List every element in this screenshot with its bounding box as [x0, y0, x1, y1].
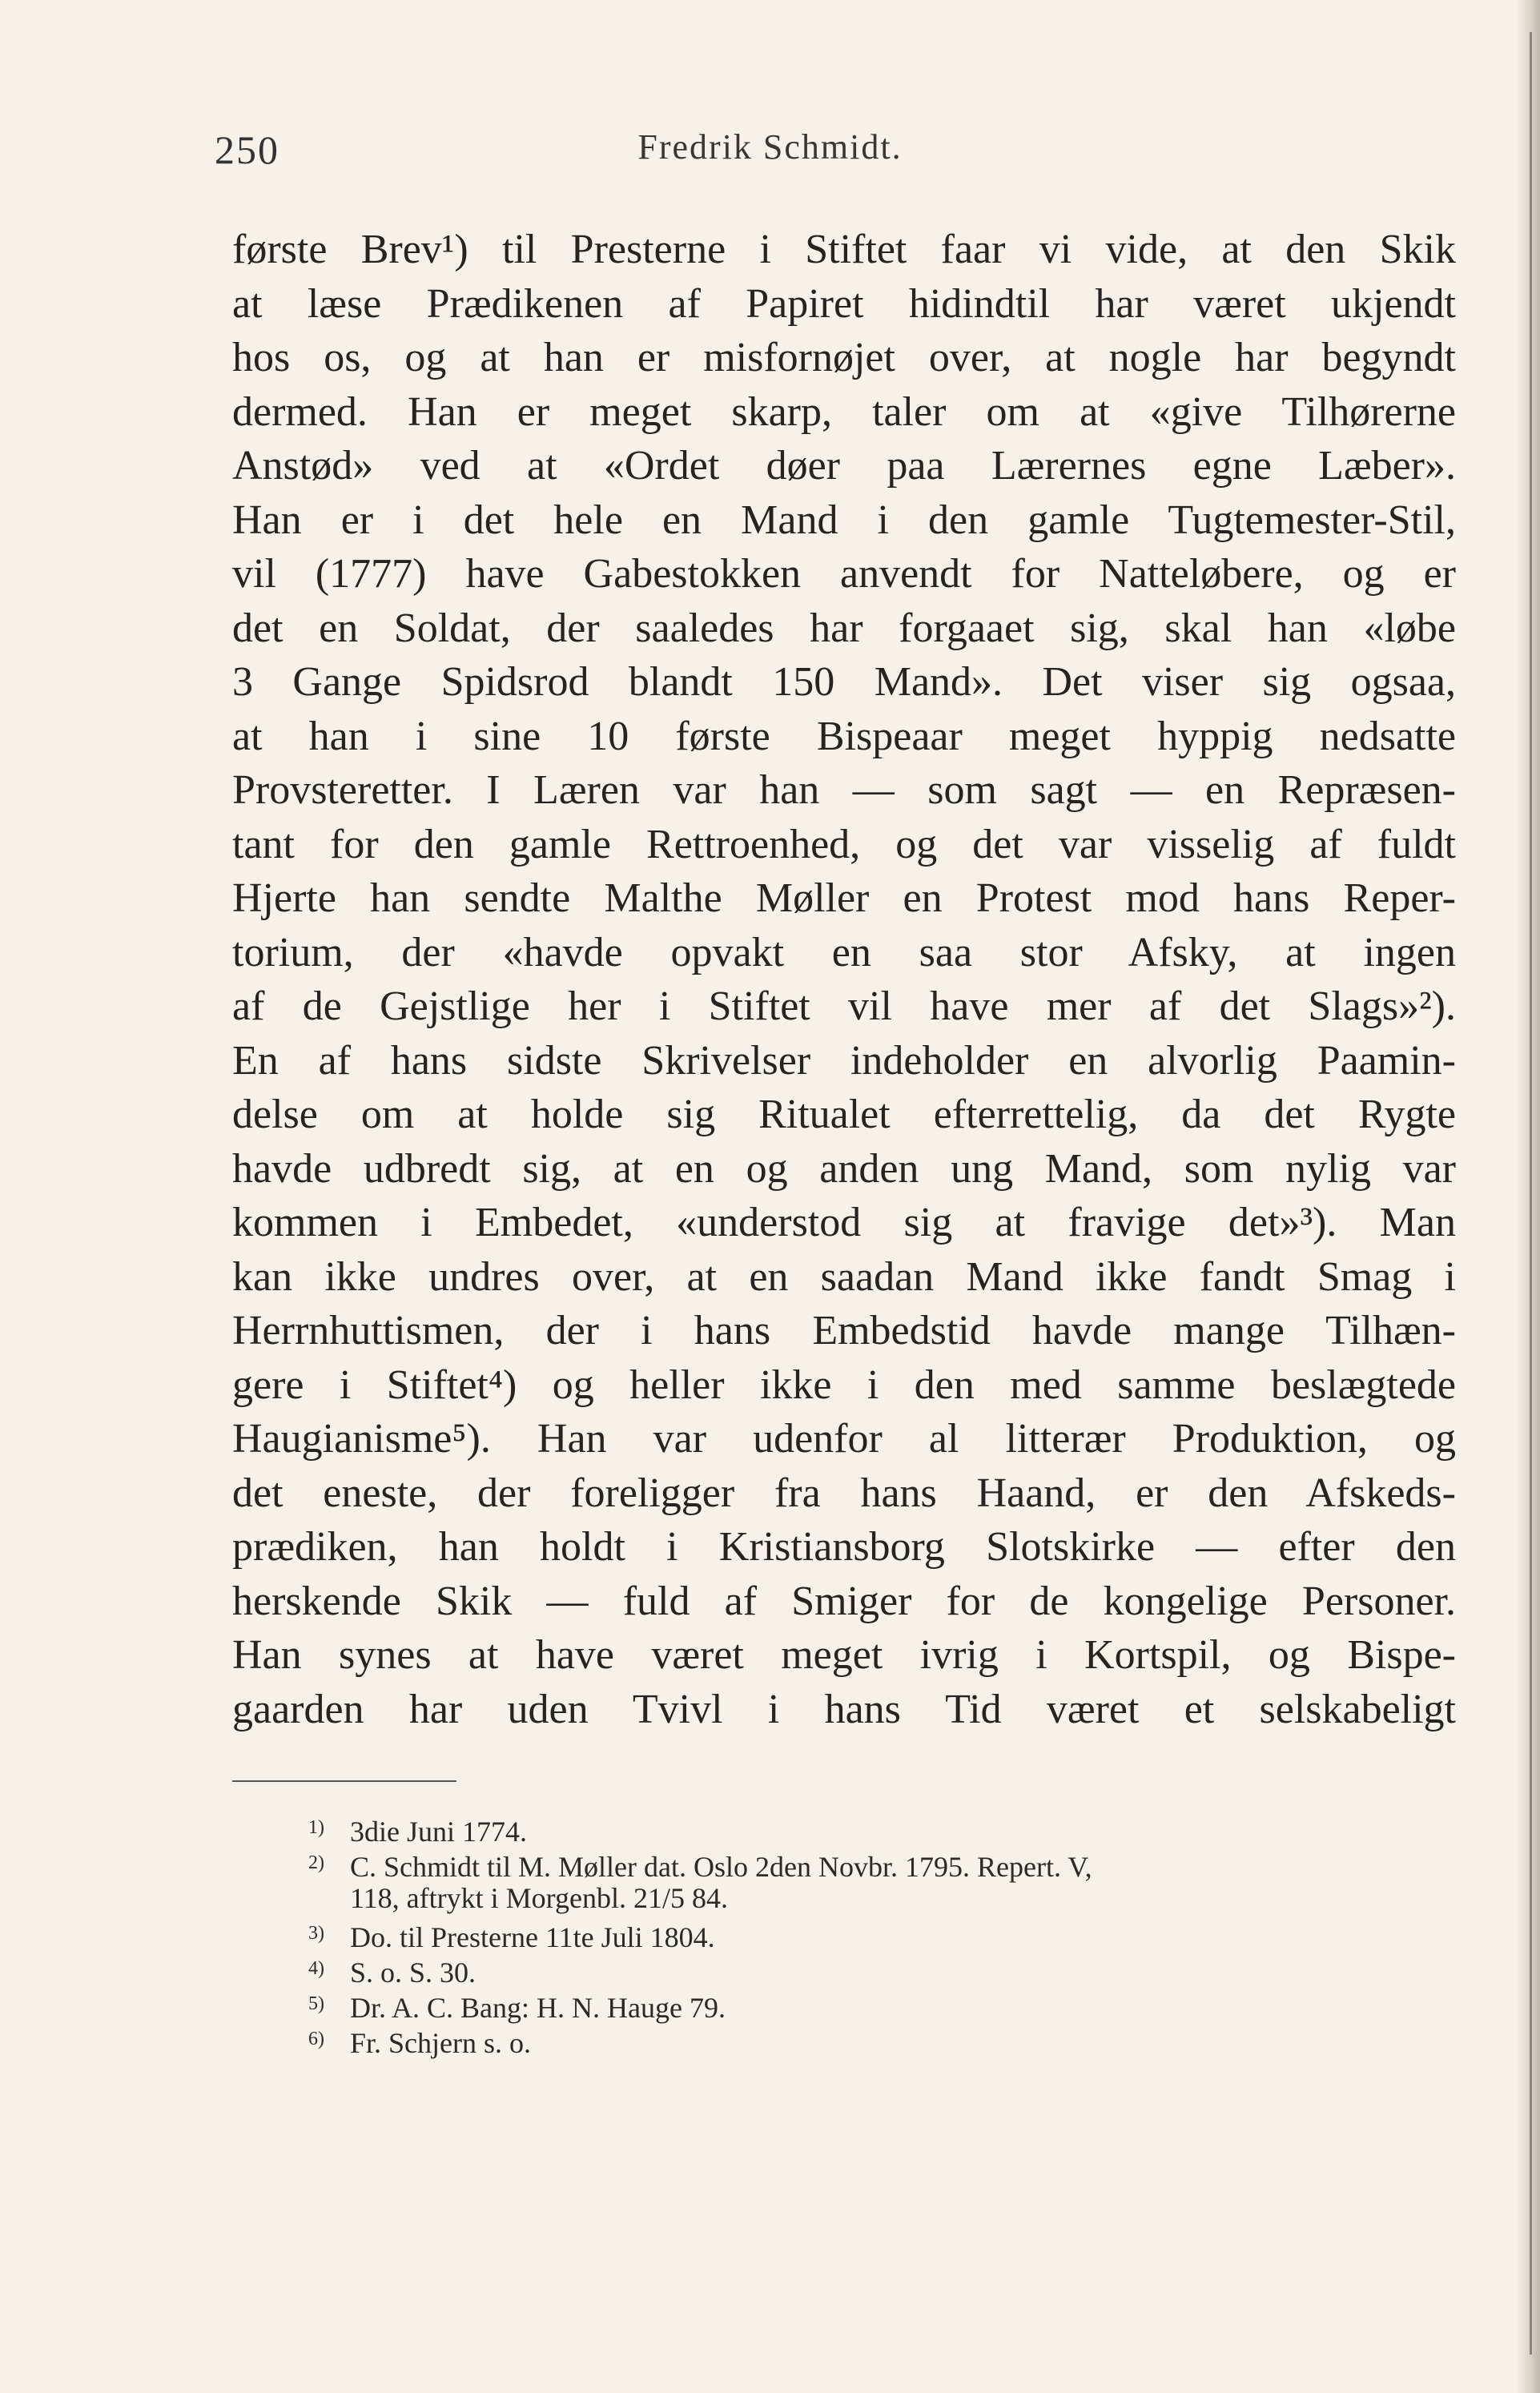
text-line: prædiken, han holdt i Kristiansborg Slotskirke — efter den — [232, 1524, 1456, 1570]
footnotes — [308, 1810, 1454, 2057]
text-line: gere i Stiftet⁴) og heller ikke i den med samme beslægtede — [232, 1361, 1456, 1408]
footnote-text: Do. til Presterne 11te Juli 1804. — [350, 1921, 715, 1953]
footnote-item — [308, 1916, 1454, 1951]
footnote-marker: 2) — [308, 1852, 324, 1873]
text-line: vil (1777) have Gabestokken anvendt for Natteløbere, og er — [232, 551, 1456, 597]
text-line: første Brev¹) til Presterne i Stiftet faar vi vide, at den Skik — [232, 227, 1456, 272]
footnote-marker: 6) — [308, 2029, 324, 2049]
text-line: gaarden har uden Tvivl i hans Tid været et selskabeligt — [232, 1686, 1456, 1732]
text-line: En af hans sidste Skrivelser indeholder en alvorlig Paamin- — [232, 1037, 1456, 1084]
text-line: Provsteretter. I Læren var han — som sagt — en Repræsen- — [232, 767, 1456, 813]
footnote-item — [308, 1986, 1454, 2024]
running-title: Fredrik Schmidt. — [637, 127, 903, 167]
text-line: det en Soldat, der saaledes har forgaaet sig, skal han «løbe — [232, 605, 1456, 651]
text-line: dermed. Han er meget skarp, taler om at «give Tilhørerne — [232, 388, 1456, 435]
text-line: tant for den gamle Rettroenhed, og det var visselig af fuldt — [232, 821, 1456, 867]
footnote-continuation: 118, aftrykt i Morgenbl. 21/5 84. — [350, 1882, 728, 1914]
text-line: hos os, og at han er misfornøjet over, at nogle har begyndt — [232, 335, 1456, 380]
page-edge-line — [1530, 32, 1532, 2355]
text-line: havde udbredt sig, at en og anden ung Mand, som nylig var — [232, 1145, 1456, 1192]
footnote-text: S. o. S. 30. — [350, 1957, 476, 1989]
footnote-text: 3die Juni 1774. — [350, 1816, 527, 1848]
text-line: kommen i Embedet, «understod sig at fravige det»³). Man — [232, 1200, 1456, 1245]
footnote-item — [308, 1951, 1454, 1989]
footnote-item — [308, 2021, 1454, 2057]
text-line: Herrnhuttismen, der i hans Embedstid havde mange Tilhæn- — [232, 1308, 1456, 1353]
text-line: torium, der «havde opvakt en saa stor Afsky, at ingen — [232, 929, 1456, 975]
footnote-item — [308, 1810, 1454, 1848]
footnote-marker: 1) — [308, 1817, 324, 1838]
text-line: Han er i det hele en Mand i den gamle Tugtemester-Stil, — [232, 497, 1456, 543]
text-line: Hjerte han sendte Malthe Møller en Protest mod hans Reper- — [232, 875, 1456, 921]
footnote-text: Dr. A. C. Bang: H. N. Hauge 79. — [350, 1992, 726, 2024]
footnote-marker: 3) — [308, 1923, 324, 1944]
text-line: delse om at holde sig Ritualet efterrettelig, da det Rygte — [232, 1092, 1456, 1137]
text-line: 3 Gange Spidsrod blandt 150 Mand». Det viser sig ogsaa, — [232, 659, 1456, 705]
footnote-text: C. Schmidt til M. Møller dat. Oslo 2den Novbr. 1795. Repert. V, — [350, 1851, 1092, 1883]
body-text — [232, 223, 1456, 1736]
page-edge-shadow — [1516, 0, 1540, 2393]
footnote-text: Fr. Schjern s. o. — [350, 2027, 532, 2059]
footnote-marker: 5) — [308, 1993, 324, 2014]
text-line: at læse Prædikenen af Papiret hidindtil har været ukjendt — [232, 280, 1456, 327]
text-line: Anstød» ved at «Ordet døer paa Lærernes egne Læber». — [232, 443, 1456, 489]
text-line: Han synes at have været meget ivrig i Kortspil, og Bispe- — [232, 1632, 1456, 1678]
text-line: af de Gejstlige her i Stiftet vil have mer af det Slags»²). — [232, 983, 1456, 1029]
text-line: det eneste, der foreligger fra hans Haand, er den Afskeds- — [232, 1470, 1456, 1516]
footnote-marker: 4) — [308, 1958, 324, 1979]
text-line: kan ikke undres over, at en saadan Mand ikke fandt Smag i — [232, 1253, 1456, 1300]
text-line: Haugianisme⁵). Han var udenfor al litterær Produktion, og — [232, 1416, 1456, 1462]
footnote-divider — [232, 1780, 456, 1782]
page-number: 250 — [215, 127, 279, 172]
text-line: herskende Skik — fuld af Smiger for de kongelige Personer. — [232, 1578, 1456, 1624]
footnote-item — [308, 1845, 1454, 1883]
text-line: at han i sine 10 første Bispeaar meget hyppig nedsatte — [232, 713, 1456, 759]
